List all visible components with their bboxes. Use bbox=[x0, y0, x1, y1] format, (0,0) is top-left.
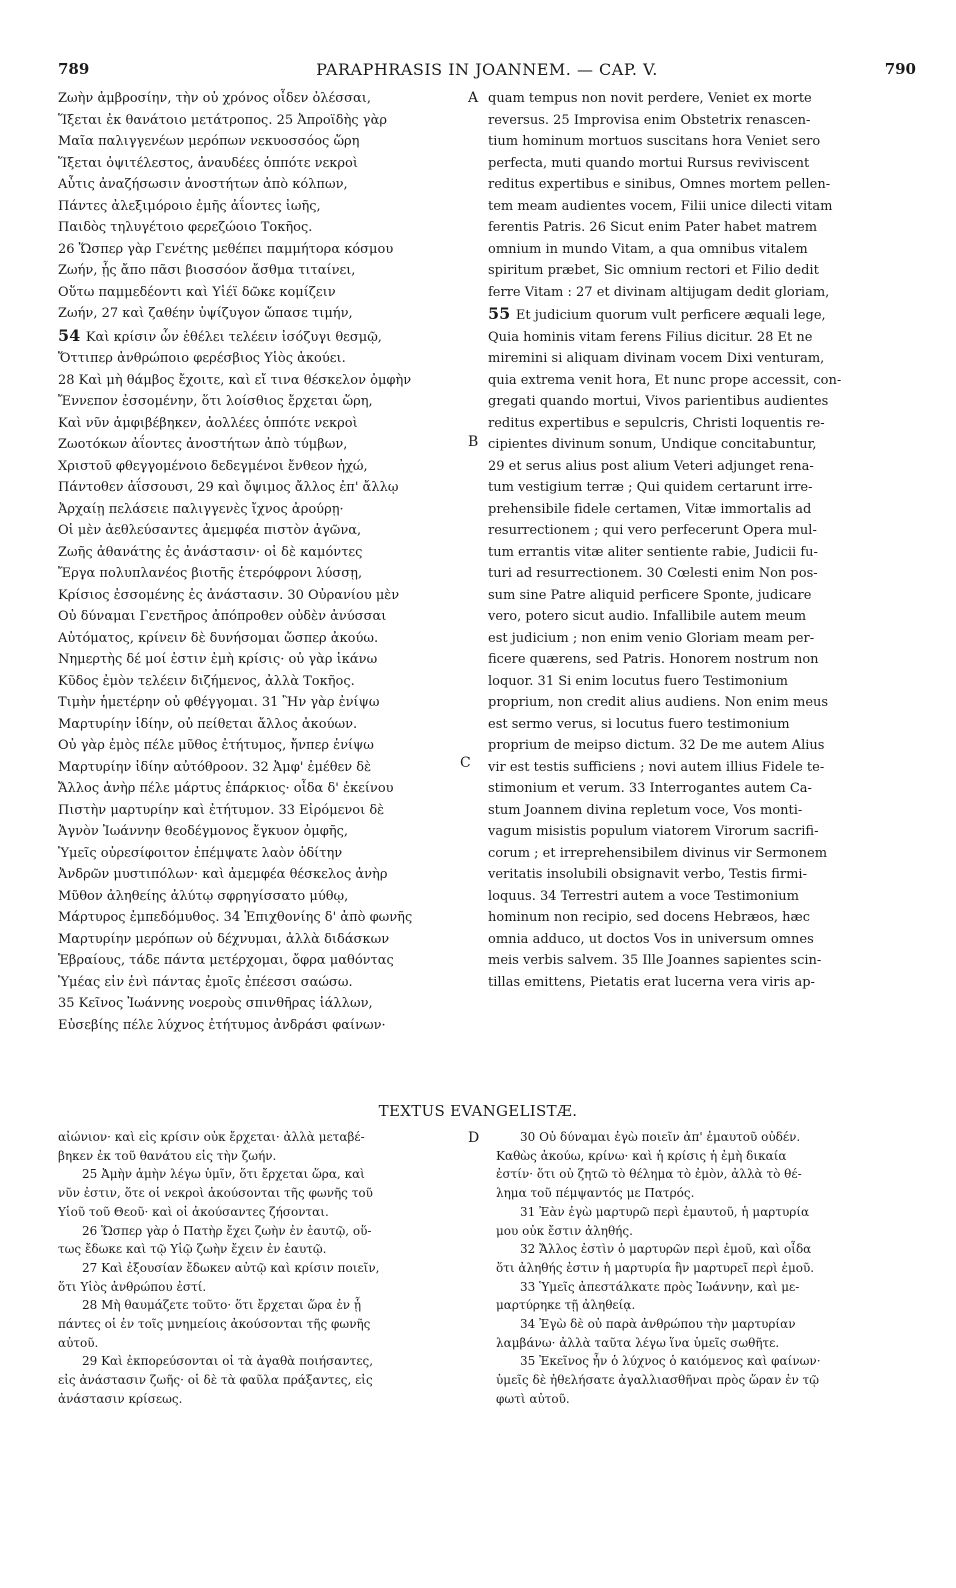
greek-verse-line: Παιδὸς τηλυγέτοιο φερεζώοιο Τοκῆος. bbox=[58, 220, 313, 235]
section-marker-a: A bbox=[468, 90, 479, 106]
margin-number: 55 bbox=[488, 304, 516, 323]
gospel-line: ἀνάστασιν κρίσεως. bbox=[58, 1391, 183, 1406]
greek-verse-line: Μαρτυρίην ἰδίην αὐτόθροον. 32 Ἀμφ' ἐμέθεν δὲ bbox=[58, 759, 372, 775]
greek-verse-line: Οὐ γὰρ ἐμὸς πέλε μῦθος ἐτήτυμος, ἤνπερ ἐνίψω bbox=[58, 738, 374, 753]
greek-verse-line: Ὑμέας εἰν ἑνὶ πάντας ἐμοῖς ἐπέεσσι σαώσω. bbox=[58, 974, 353, 990]
latin-verse-line: tium hominum mortuos suscitans hora Veniet sero bbox=[488, 134, 821, 149]
greek-verse-line: Χριστοῦ φθεγγομένοιο δεδεγμένοι ἔνθεον ἠχώ, bbox=[58, 458, 368, 474]
gospel-line: πάντες οἱ ἐν τοῖς μνημείοις ἀκούσονται τῆς φωνῆς bbox=[58, 1317, 371, 1332]
latin-verse-line: ferre Vitam : 27 et divinam altijugam dedit gloriam, bbox=[488, 284, 830, 300]
latin-verse-line: turi ad resurrectionem. 30 Cœlesti enim Non pos- bbox=[488, 566, 818, 581]
gospel-line: 25 Ἀμὴν ἀμὴν λέγω ὑμῖν, ὅτι ἔρχεται ὥρα, καὶ bbox=[82, 1167, 365, 1182]
greek-verse-line: Εὐσεβίης πέλε λύχνος ἐτήτυμος ἀνδράσι φαίνων· bbox=[58, 1017, 386, 1033]
section-marker-c: C bbox=[460, 755, 471, 771]
section-marker-d: D bbox=[468, 1130, 480, 1146]
greek-verse-line: 26 Ὥσπερ γὰρ Γενέτης μεθέπει παμμήτορα κόσμου bbox=[58, 241, 394, 257]
gospel-line: 26 Ὥσπερ γὰρ ὁ Πατὴρ ἔχει ζωὴν ἐν ἑαυτῷ, οὕ- bbox=[82, 1223, 372, 1238]
greek-verse-line: Πάντοθεν ἀΐσσουσι, 29 καὶ ὄψιμος ἄλλος ἐπ' ἄλλῳ bbox=[58, 480, 399, 495]
latin-verse-line: corum ; et irreprehensibilem divinus vir Sermonem bbox=[488, 845, 828, 861]
gospel-line: 30 Οὐ δύναμαι ἐγὼ ποιεῖν ἀπ' ἐμαυτοῦ οὐδέν. bbox=[520, 1130, 801, 1144]
latin-verse-line: est judicium ; non enim venio Gloriam meam per- bbox=[488, 630, 815, 646]
gospel-line: αὐτοῦ. bbox=[58, 1335, 99, 1350]
greek-verse-line: Ζωήν, ᾗς ἄπο πᾶσι βιοσσόον ἄσθμα τιταίνει, bbox=[58, 263, 356, 278]
latin-verse-line: tum vestigium terræ ; Qui quidem certarunt irre- bbox=[488, 480, 813, 495]
latin-verse-line: est sermo verus, si locutus fuero testimonium bbox=[488, 716, 790, 732]
latin-verse-line: gregati quando mortui, Vivos parientibus audientes bbox=[488, 394, 829, 409]
gospel-line: 35 Ἐκεῖνος ἦν ὁ λύχνος ὁ καιόμενος καὶ φαίνων· bbox=[520, 1354, 821, 1369]
gospel-line: αἰώνιον· καὶ εἰς κρίσιν οὐκ ἔρχεται· ἀλλὰ μεταβέ- bbox=[58, 1130, 365, 1144]
latin-verse-line: cipientes divinum sonum, Undique concitabuntur, bbox=[488, 437, 817, 452]
latin-verse-line: tillas emittens, Pietatis erat lucerna vera viris ap- bbox=[488, 974, 815, 990]
gospel-text-right-column bbox=[496, 1128, 908, 1409]
page-number-left: 789 bbox=[58, 60, 90, 78]
greek-verse-line: Ἀρχαίῃ πελάσειε παλιγγενὲς ἴχνος ἀρούρῃ· bbox=[58, 501, 344, 517]
greek-verse-line: Αὐτόματος, κρίνειν δὲ δυνήσομαι ὥσπερ ἀκούω. bbox=[58, 630, 379, 646]
greek-verse-line: Καὶ νῦν ἀμφιβέβηκεν, ἀολλέες ὁππότε νεκροὶ bbox=[58, 415, 358, 431]
gospel-line: 29 Καὶ ἐκπορεύσονται οἱ τὰ ἀγαθὰ ποιήσαντες, bbox=[82, 1354, 374, 1369]
greek-verse-line: Ζωοτόκων ἀΐοντες ἀνοστήτων ἀπὸ τύμβων, bbox=[58, 437, 348, 452]
latin-verse-line: reversus. 25 Improvisa enim Obstetrix renascen- bbox=[488, 112, 811, 128]
gospel-line: μαρτύρηκε τῇ ἀληθείᾳ. bbox=[496, 1298, 636, 1313]
latin-verse-line: stum Joannem divina repletum voce, Vos monti- bbox=[488, 802, 803, 818]
latin-verse-line: stimonium et verum. 33 Interrogantes autem Ca- bbox=[488, 781, 812, 796]
latin-verse-line: sum sine Patre aliquid perficere Sponte, judicare bbox=[488, 587, 812, 603]
greek-verse-line: Μῦθον ἀληθείης ἀλύτῳ σφρηγίσσατο μύθῳ, bbox=[58, 888, 349, 904]
gospel-line: 34 Ἐγὼ δὲ οὐ παρὰ ἀνθρώπου τὴν μαρτυρίαν bbox=[520, 1317, 796, 1332]
greek-verse-line: Πιστὴν μαρτυρίην καὶ ἐτήτυμον. 33 Εἰρόμενοι δὲ bbox=[58, 802, 385, 818]
gospel-line: Υἱοῦ τοῦ Θεοῦ· καὶ οἱ ἀκούσαντες ζήσονται. bbox=[58, 1204, 329, 1219]
latin-verse-line: proprium, non credit alius audiens. Non enim meus bbox=[488, 695, 829, 710]
greek-verse-line: 28 Καὶ μὴ θάμβος ἔχοιτε, καὶ εἴ τινα θέσκελον ὀμφὴν bbox=[58, 372, 412, 388]
latin-verse-line: resurrectionem ; qui vero perfecerunt Opera mul- bbox=[488, 523, 817, 538]
greek-verse-line: Μάρτυρος ἐμπεδόμυθος. 34 Ἐπιχθονίης δ' ἀπὸ φωνῆς bbox=[58, 910, 413, 925]
greek-verse-line: Ἀνδρῶν μυστιπόλων· καὶ ἀμεμφέα θέσκελος ἀνὴρ bbox=[58, 867, 388, 882]
page-number-right: 790 bbox=[884, 60, 916, 78]
latin-verse-line: meis verbis salvem. 35 Ille Joannes sapientes scin- bbox=[488, 953, 822, 968]
gospel-line: βηκεν ἐκ τοῦ θανάτου εἰς τὴν ζωήν. bbox=[58, 1148, 277, 1163]
latin-verse-line: spiritum præbet, Sic omnium rectori et Filio dedit bbox=[488, 263, 819, 278]
section-marker-b: B bbox=[468, 434, 479, 450]
greek-verse-line: Μαρτυρίην μερόπων οὐ δέχνυμαι, ἀλλὰ διδάσκων bbox=[58, 931, 390, 947]
latin-verse-line: loquus. 34 Terrestri autem a voce Testimonium bbox=[488, 888, 799, 904]
latin-verse-line: ficere quærens, sed Patris. Honorem nostrum non bbox=[488, 652, 819, 667]
greek-verse-line: Τιμὴν ἡμετέρην οὐ φθέγγομαι. 31 Ἢν γὰρ ἐνίψω bbox=[58, 695, 380, 710]
greek-verse-line: Ζωήν, 27 καὶ ζαθέην ὑψίζυγον ὤπασε τιμήν, bbox=[58, 306, 353, 321]
latin-verse-line: reditus expertibus e sepulcris, Christi loquentis re- bbox=[488, 415, 825, 431]
greek-verse-line: Ἄλλος ἀνὴρ πέλε μάρτυς ἐπάρκιος· οἶδα δ' ἐκείνου bbox=[58, 781, 394, 796]
greek-verse-line: Ἵξεται ὀψιτέλεστος, ἀναυδέες ὁππότε νεκροὶ bbox=[58, 155, 358, 171]
latin-verse-line: reditus expertibus e sinibus, Omnes mortem pellen- bbox=[488, 177, 831, 192]
latin-paraphrase-column bbox=[488, 88, 908, 993]
greek-verse-line: Ἔννεπον ἐσσομένην, ὅτι λοίσθιος ἔρχεται ὥρη, bbox=[58, 394, 373, 409]
latin-verse-line: quam tempus non novit perdere, Veniet ex morte bbox=[488, 91, 812, 106]
gospel-line: ὅτι Υἱὸς ἀνθρώπου ἐστί. bbox=[58, 1279, 207, 1294]
greek-verse-line: Μαρτυρίην ἰδίην, οὐ πείθεται ἄλλος ἀκούων. bbox=[58, 716, 358, 732]
latin-verse-line: tem meam audientes vocem, Filii unice dilecti vitam bbox=[488, 198, 833, 214]
greek-verse-line: Μαῖα παλιγγενέων μερόπων νεκυοσσόος ὥρη bbox=[58, 134, 360, 149]
latin-verse-line: ferentis Patris. 26 Sicut enim Pater habet matrem bbox=[488, 220, 818, 235]
gospel-line: λαμβάνω· ἀλλὰ ταῦτα λέγω ἵνα ὑμεῖς σωθῆτε. bbox=[496, 1335, 780, 1350]
greek-verse-line: Ἔργα πολυπλανέος βιοτῆς ἑτερόφρονι λύσσῃ, bbox=[58, 566, 363, 581]
gospel-line: 32 Ἄλλος ἐστὶν ὁ μαρτυρῶν περὶ ἐμοῦ, καὶ οἶδα bbox=[520, 1242, 812, 1257]
margin-number: 54 bbox=[58, 325, 86, 345]
latin-verse-line: miremini si aliquam divinam vocem Dixi venturam, bbox=[488, 351, 825, 366]
latin-verse-line: perfecta, muti quando mortui Rursus reviviscent bbox=[488, 155, 810, 171]
gospel-line: λημα τοῦ πέμψαντός με Πατρός. bbox=[496, 1186, 695, 1201]
section-heading: TEXTUS EVANGELISTÆ. bbox=[378, 1102, 578, 1120]
gospel-line: φωτὶ αὐτοῦ. bbox=[496, 1391, 570, 1406]
gospel-line: ἐστίν· ὅτι οὐ ζητῶ τὸ θέλημα τὸ ἐμὸν, ἀλλὰ τὸ θέ- bbox=[496, 1167, 802, 1182]
greek-verse-line: Αὖτις ἀναζήσωσιν ἀνοστήτων ἀπὸ κόλπων, bbox=[58, 177, 348, 192]
gospel-line: 33 Ὑμεῖς ἀπεστάλκατε πρὸς Ἰωάννην, καὶ με- bbox=[520, 1279, 800, 1294]
gospel-text-left-column bbox=[58, 1128, 468, 1409]
latin-verse-line: vir est testis sufficiens ; novi autem illius Fidele te- bbox=[488, 759, 825, 775]
greek-verse-line: Οὐ δύναμαι Γενετῆρος ἀπόπροθεν οὐδὲν ἀνύσσαι bbox=[58, 609, 387, 624]
greek-verse-line: Ἁγνὸν Ἰωάννην θεοδέγμονος ἔγκυον ὀμφῆς, bbox=[58, 824, 349, 839]
latin-verse-line: hominum non recipio, sed docens Hebræos, hæc bbox=[488, 910, 811, 925]
latin-verse-line: quia extrema venit hora, Et nunc prope accessit, con- bbox=[488, 372, 842, 388]
gospel-line: ὑμεῖς δὲ ἠθελήσατε ἀγαλλιασθῆναι πρὸς ὥραν ἐν τῷ bbox=[496, 1373, 820, 1388]
greek-verse-line: Ζωῆς ἀθανάτης ἐς ἀνάστασιν· οἱ δὲ καμόντες bbox=[58, 544, 363, 560]
gospel-line: τως ἔδωκε καὶ τῷ Υἱῷ ζωὴν ἔχειν ἐν ἑαυτῷ. bbox=[58, 1242, 327, 1257]
greek-verse-line: 54 Καὶ κρίσιν ὧν ἐθέλει τελέειν ἰσόζυγι θεσμῷ, bbox=[58, 325, 382, 345]
greek-verse-line: Νημερτὴς δέ μοί ἐστιν ἐμὴ κρίσις· οὐ γὰρ ἱκάνω bbox=[58, 652, 378, 667]
latin-verse-line: veritatis insolubili obsignavit verbo, Testis firmi- bbox=[488, 867, 807, 882]
page-header bbox=[58, 60, 916, 82]
gospel-line: Καθὼς ἀκούω, κρίνω· καὶ ἡ κρίσις ἡ ἐμὴ δικαία bbox=[496, 1148, 787, 1163]
latin-verse-line: loquor. 31 Si enim locutus fuero Testimonium bbox=[488, 673, 788, 689]
latin-verse-line: Quia hominis vitam ferens Filius dicitur. 28 Et ne bbox=[488, 329, 813, 345]
greek-verse-line: Κρίσιος ἐσσομένης ἐς ἀνάστασιν. 30 Οὐρανίου μὲν bbox=[58, 587, 400, 603]
greek-verse-line: Ἑβραίους, τάδε πάντα μετέρχομαι, ὄφρα μαθόντας bbox=[58, 953, 394, 968]
latin-verse-line: 29 et serus alius post alium Veteri adjunget rena- bbox=[488, 458, 814, 474]
latin-verse-line: 55 Et judicium quorum vult perficere æquali lege, bbox=[488, 304, 826, 323]
greek-verse-line: Ἵξεται ἐκ θανάτοιο μετάτροπος. 25 Ἀπροϊδὴς γὰρ bbox=[58, 112, 387, 128]
latin-verse-line: omnia adduco, ut doctos Vos in universum omnes bbox=[488, 931, 814, 947]
greek-verse-line: Οὕτω παμμεδέοντι καὶ Υἱέϊ δῶκε κομίζειν bbox=[58, 284, 336, 300]
greek-verse-line: Ὅττιπερ ἀνθρώποιο φερέσβιος Υἱὸς ἀκούει. bbox=[58, 351, 346, 366]
latin-verse-line: prehensibile fidele certamen, Vitæ immortalis ad bbox=[488, 501, 812, 517]
gospel-line: νῦν ἐστιν, ὅτε οἱ νεκροὶ ἀκούσονται τῆς φωνῆς τοῦ bbox=[58, 1186, 373, 1201]
latin-verse-line: omnium in mundo Vitam, a qua omnibus vitalem bbox=[488, 241, 808, 257]
greek-paraphrase-column bbox=[58, 88, 468, 1036]
gospel-line: 31 Ἐὰν ἐγὼ μαρτυρῶ περὶ ἐμαυτοῦ, ἡ μαρτυρία bbox=[520, 1204, 810, 1219]
greek-verse-line: Οἱ μὲν ἀεθλεύσαντες ἀμεμφέα πιστὸν ἀγῶνα, bbox=[58, 523, 362, 538]
greek-verse-line: Πάντες ἀλεξιμόροιο ἐμῆς ἀΐοντες ἰωῆς, bbox=[58, 198, 321, 214]
latin-verse-line: vero, potero sicut audio. Infallibile autem meum bbox=[488, 609, 807, 624]
greek-verse-line: Κῦδος ἐμὸν τελέειν διζήμενος, ἀλλὰ Τοκῆος. bbox=[58, 673, 355, 689]
latin-verse-line: tum errantis vitæ aliter sentiente rabie, Judicii fu- bbox=[488, 544, 818, 560]
greek-verse-line: Ὑμεῖς οὐρεσίφοιτον ἐπέμψατε λαὸν ὁδίτην bbox=[58, 845, 343, 861]
gospel-line: εἰς ἀνάστασιν ζωῆς· οἱ δὲ τὰ φαῦλα πράξαντες, εἰς bbox=[58, 1373, 373, 1388]
gospel-line: 27 Καὶ ἐξουσίαν ἔδωκεν αὐτῷ καὶ κρίσιν ποιεῖν, bbox=[82, 1260, 380, 1275]
latin-verse-line: proprium de meipso dictum. 32 De me autem Alius bbox=[488, 738, 825, 753]
gospel-line: 28 Μὴ θαυμάζετε τοῦτο· ὅτι ἔρχεται ὥρα ἐν ᾗ bbox=[82, 1298, 362, 1313]
latin-verse-line: vagum misistis populum viatorem Virorum sacrifi- bbox=[488, 824, 819, 839]
greek-verse-line: 35 Κεῖνος Ἰωάννης νοεροὺς σπινθῆρας ἰάλλων, bbox=[58, 996, 373, 1011]
gospel-line: ὅτι ἀληθής ἐστιν ἡ μαρτυρία ἣν μαρτυρεῖ περὶ ἐμοῦ. bbox=[496, 1260, 815, 1275]
running-title: PARAPHRASIS IN JOANNEM. — CAP. V. bbox=[316, 60, 658, 79]
greek-verse-line: Ζωὴν ἀμβροσίην, τὴν οὐ χρόνος οἶδεν ὀλέσσαι, bbox=[58, 91, 372, 106]
gospel-line: μου οὐκ ἔστιν ἀληθής. bbox=[496, 1223, 633, 1238]
